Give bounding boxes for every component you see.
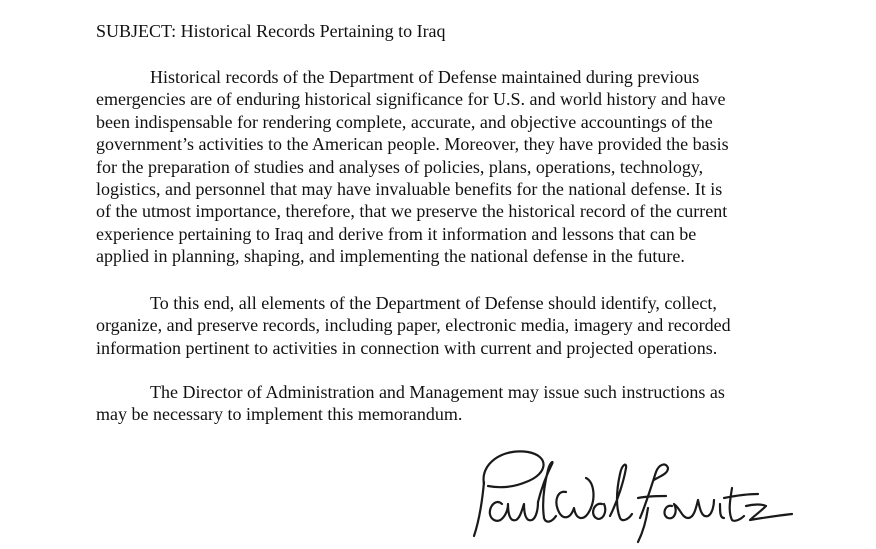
paragraph-line: been indispensable for rendering complete, accurate, and objective accountings of the: [96, 111, 713, 132]
paragraph-line: of the utmost importance, therefore, that we preserve the historical record of the current: [96, 201, 728, 222]
paragraph-line: information pertinent to activities in connection with current and projected operations.: [96, 337, 718, 358]
signature-graphic: [462, 434, 802, 544]
paragraph-line: organize, and preserve records, including paper, electronic media, imagery and recorded: [96, 315, 731, 336]
paragraph-line: logistics, and personnel that may have invaluable benefits for the national defense. It is: [96, 179, 723, 200]
paragraph-line: experience pertaining to Iraq and derive from it information and lessons that can be: [96, 223, 697, 244]
paragraph-line: To this end, all elements of the Department of Defense should identify, collect,: [150, 293, 717, 313]
paragraph-line: may be necessary to implement this memorandum.: [96, 404, 463, 425]
paragraph-line: The Director of Administration and Management may issue such instructions as: [150, 382, 725, 402]
paragraph-line: government’s activities to the American people. Moreover, they have provided the basis: [96, 134, 729, 155]
paragraph-line: applied in planning, shaping, and implementing the national defense in the future.: [96, 246, 685, 267]
subject-line: SUBJECT: Historical Records Pertaining to Iraq: [96, 21, 446, 41]
paragraph-line: emergencies are of enduring historical significance for U.S. and world history and have: [96, 89, 726, 110]
paragraph-line: for the preparation of studies and analyses of policies, plans, operations, technology,: [96, 156, 704, 177]
paragraph-director-instructions: [96, 381, 792, 426]
paragraph-line: Historical records of the Department of Defense maintained during previous: [150, 67, 700, 87]
paragraph-preserve-records: [96, 292, 792, 359]
paragraph-historical-records: [96, 66, 792, 268]
handwritten-signature: [462, 434, 802, 544]
